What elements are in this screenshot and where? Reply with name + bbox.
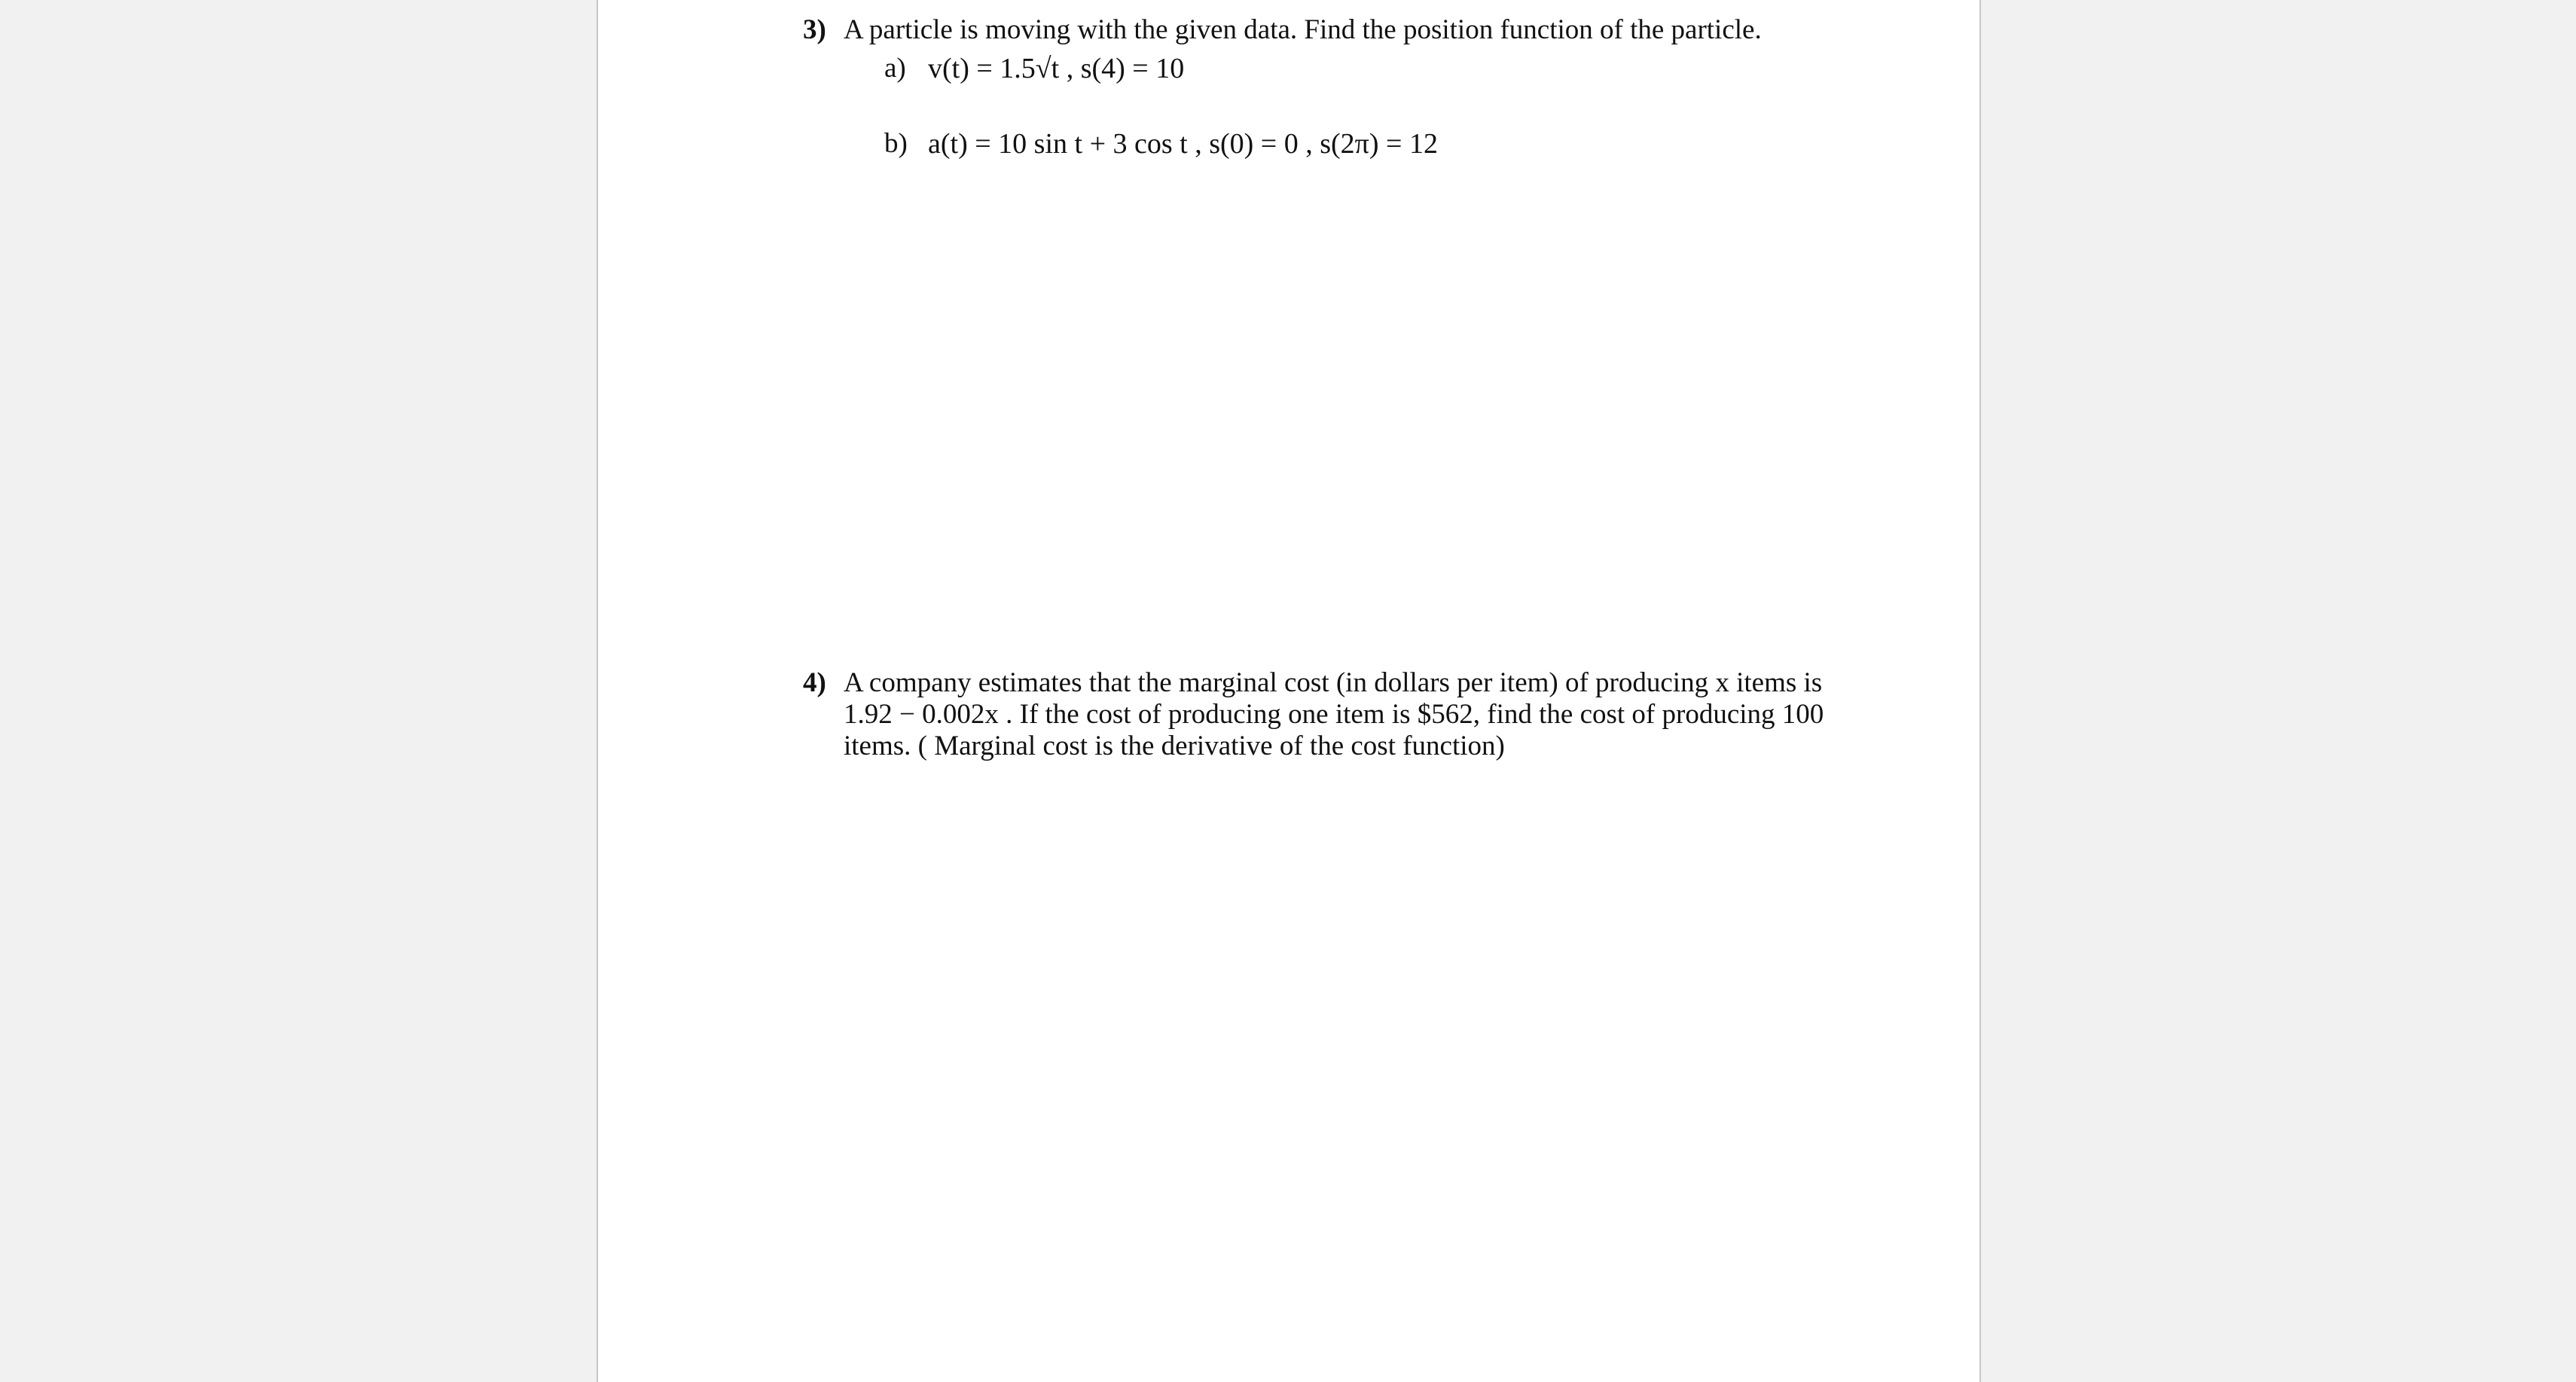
- part-label: b): [884, 128, 908, 159]
- problem-text-line: items. ( Marginal cost is the derivative of the cost function): [844, 731, 1505, 761]
- part-label: a): [884, 53, 906, 84]
- problem-number: 4): [803, 667, 826, 698]
- problem-text-line: 1.92 − 0.002x . If the cost of producing one item is $562, find the cost of producing 100: [844, 699, 1824, 730]
- document-page: [597, 0, 1981, 1382]
- problem-text: A particle is moving with the given data. Find the position function of the particle.: [844, 14, 1762, 45]
- problem-number: 3): [803, 14, 826, 45]
- problem-text-line: A company estimates that the marginal cost (in dollars per item) of producing x items is: [844, 667, 1823, 698]
- part-equation: a(t) = 10 sin t + 3 cos t , s(0) = 0 , s(2π) = 12: [928, 128, 1438, 160]
- part-equation: v(t) = 1.5√t , s(4) = 10: [928, 53, 1185, 84]
